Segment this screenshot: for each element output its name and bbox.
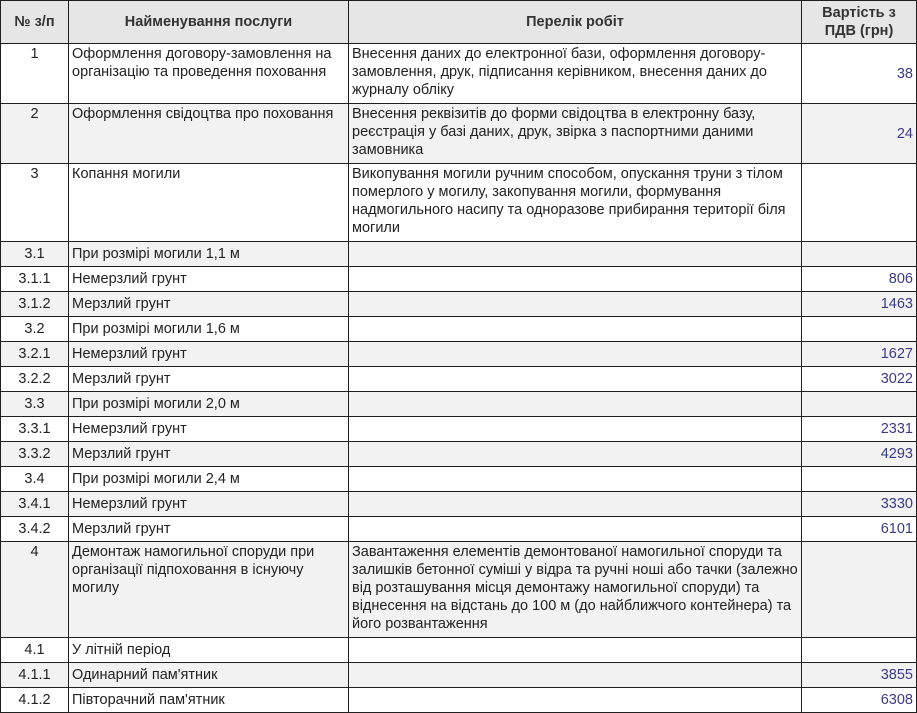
row-price: 38: [802, 44, 917, 104]
table-row: [1, 164, 917, 242]
row-price: 6308: [802, 688, 917, 713]
row-price: 3022: [802, 367, 917, 392]
row-name: У літній період: [69, 638, 349, 663]
row-price: 1627: [802, 342, 917, 367]
row-works: [349, 342, 802, 367]
row-num: 3.2.2: [1, 367, 69, 392]
row-price: 806: [802, 267, 917, 292]
row-price: [802, 392, 917, 417]
row-name: Немерзлий грунт: [69, 417, 349, 442]
row-works: Внесення даних до електронної бази, оформлення договору-замовлення, друк, підписання керівником, внесення даних до журналу обліку: [349, 44, 802, 104]
table-row: [1, 517, 917, 542]
row-num: 3.1: [1, 242, 69, 267]
row-num: 4.1: [1, 638, 69, 663]
row-name: При розмірі могили 2,4 м: [69, 467, 349, 492]
row-works: [349, 417, 802, 442]
row-name: Оформлення свідоцтва про поховання: [69, 104, 349, 164]
table-row: [1, 392, 917, 417]
row-price: [802, 542, 917, 638]
row-works: Внесення реквізитів до форми свідоцтва в електронну базу, реєстрація у базі даних, друк, звірка з паспортними даними замовника: [349, 104, 802, 164]
row-num: 3.3.1: [1, 417, 69, 442]
row-price: 6101: [802, 517, 917, 542]
table-row: [1, 542, 917, 638]
row-price: [802, 242, 917, 267]
row-name: При розмірі могили 1,6 м: [69, 317, 349, 342]
row-num: 4.1.2: [1, 688, 69, 713]
row-num: 2: [1, 104, 69, 164]
table-row: [1, 663, 917, 688]
row-price: 3330: [802, 492, 917, 517]
row-name: Мерзлий грунт: [69, 442, 349, 467]
table-row: [1, 104, 917, 164]
row-works: [349, 392, 802, 417]
table-row: [1, 467, 917, 492]
row-price: 1463: [802, 292, 917, 317]
row-num: 3.3: [1, 392, 69, 417]
header-name: Найменування послуги: [69, 1, 349, 44]
row-name: Копання могили: [69, 164, 349, 242]
row-name: Немерзлий грунт: [69, 492, 349, 517]
row-num: 3.2.1: [1, 342, 69, 367]
row-works: [349, 663, 802, 688]
table-row: [1, 492, 917, 517]
row-num: 1: [1, 44, 69, 104]
row-name: Оформлення договору-замовлення на організацію та проведення поховання: [69, 44, 349, 104]
row-num: 3.2: [1, 317, 69, 342]
table-row: [1, 342, 917, 367]
row-works: [349, 292, 802, 317]
row-works: [349, 638, 802, 663]
table-row: [1, 638, 917, 663]
row-name: Мерзлий грунт: [69, 367, 349, 392]
row-price: 4293: [802, 442, 917, 467]
row-num: 3.4.2: [1, 517, 69, 542]
table-row: [1, 267, 917, 292]
table-row: [1, 317, 917, 342]
row-works: [349, 267, 802, 292]
row-name: Немерзлий грунт: [69, 267, 349, 292]
row-price: [802, 317, 917, 342]
row-name: Немерзлий грунт: [69, 342, 349, 367]
row-name: Одинарний пам'ятник: [69, 663, 349, 688]
header-price: Вартість з ПДВ (грн): [802, 1, 917, 44]
row-price: 2331: [802, 417, 917, 442]
row-num: 4: [1, 542, 69, 638]
row-num: 3.1.1: [1, 267, 69, 292]
row-name: При розмірі могили 1,1 м: [69, 242, 349, 267]
row-works: [349, 492, 802, 517]
row-name: При розмірі могили 2,0 м: [69, 392, 349, 417]
row-price: 3855: [802, 663, 917, 688]
row-price: [802, 164, 917, 242]
table-row: [1, 688, 917, 713]
row-price: [802, 638, 917, 663]
table-row: [1, 417, 917, 442]
row-works: [349, 467, 802, 492]
header-num: № з/п: [1, 1, 69, 44]
row-works: Завантаження елементів демонтованої намогильної споруди та залишків бетонної суміші у відра та ручні ноші або тачки (залежно від розташування місця демонтажу намогильної споруди) та віднесення на відстань до 100 м (до найближчого контейнера) та його розвантаження: [349, 542, 802, 638]
row-name: Демонтаж намогильної споруди при організації підпоховання в існуючу могилу: [69, 542, 349, 638]
row-works: [349, 317, 802, 342]
row-num: 4.1.1: [1, 663, 69, 688]
row-num: 3.3.2: [1, 442, 69, 467]
row-num: 3: [1, 164, 69, 242]
row-num: 3.4.1: [1, 492, 69, 517]
table-row: [1, 242, 917, 267]
row-name: Мерзлий грунт: [69, 517, 349, 542]
row-works: [349, 517, 802, 542]
row-name: Мерзлий грунт: [69, 292, 349, 317]
table-row: [1, 292, 917, 317]
table-row: [1, 442, 917, 467]
table-row: [1, 367, 917, 392]
row-works: [349, 242, 802, 267]
row-num: 3.4: [1, 467, 69, 492]
row-works: [349, 442, 802, 467]
row-works: [349, 688, 802, 713]
header-works: Перелік робіт: [349, 1, 802, 44]
row-price: [802, 467, 917, 492]
row-price: 24: [802, 104, 917, 164]
table-row: [1, 44, 917, 104]
row-works: Викопування могили ручним способом, опускання труни з тілом померлого у могилу, закопування могили, формування надмогильного насипу та одноразове прибирання території біля могили: [349, 164, 802, 242]
row-name: Півторачний пам'ятник: [69, 688, 349, 713]
row-num: 3.1.2: [1, 292, 69, 317]
header-row: [1, 1, 917, 44]
row-works: [349, 367, 802, 392]
